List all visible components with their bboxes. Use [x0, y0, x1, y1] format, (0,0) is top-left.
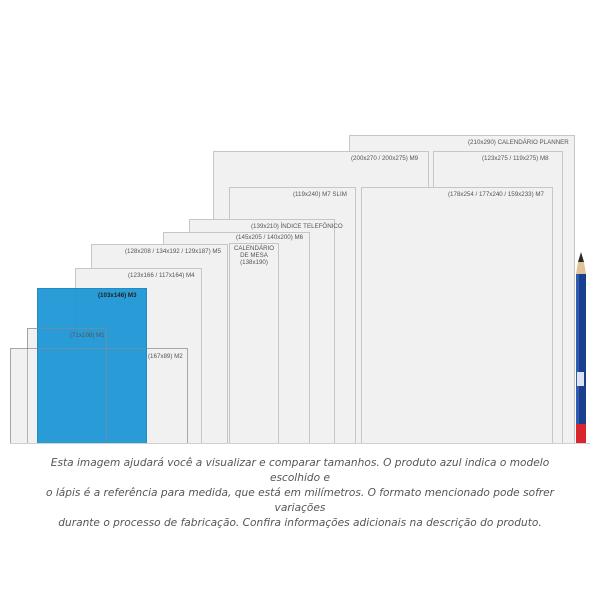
- size-label-calendario-de-mesa: CALENDÁRIO DE MESA (138x190): [233, 245, 275, 266]
- size-label-m9: (200x270 / 200x275) M9: [351, 155, 419, 162]
- size-label-m7: (178x254 / 177x240 / 159x233) M7: [448, 191, 544, 198]
- baseline: [10, 443, 590, 444]
- caption: [30, 456, 570, 531]
- size-label-calendario-planner: (210x290) CALENDÁRIO PLANNER: [468, 139, 569, 146]
- caption-line-1: Esta imagem ajudará você a visualizar e comparar tamanhos. O produto azul indica o modelo escolhido e: [50, 457, 550, 484]
- caption-line-3: durante o processo de fabricação. Confira informações adicionais na descrição do produto.: [58, 517, 542, 529]
- size-outline-m2: [10, 348, 188, 443]
- size-label-m8: (123x275 / 119x275) M8: [482, 155, 549, 162]
- size-box-m7: [361, 187, 553, 443]
- size-label-m1: (71x108) M1: [70, 332, 105, 339]
- caption-line-2: o lápis é a referência para medida, que está em milímetros. O formato mencionado pode sofrer variações: [45, 487, 555, 514]
- size-label-m2: (167x89) M2: [148, 353, 183, 360]
- size-label-m4: (123x166 / 117x164) M4: [128, 272, 195, 279]
- size-label-m5: (128x208 / 134x192 / 129x187) M5: [125, 248, 221, 255]
- size-label-m3: (103x146) M3: [98, 292, 137, 299]
- size-label-m6: (145x205 / 140x200) M6: [236, 234, 304, 241]
- pencil-icon: [574, 252, 588, 444]
- size-label-indice-telefonico: (139x210) ÍNDICE TELEFÔNICO: [251, 223, 343, 230]
- size-label-m7-slim: (119x240) M7 SLIM: [293, 191, 347, 198]
- size-box-calendario-de-mesa: [229, 243, 279, 443]
